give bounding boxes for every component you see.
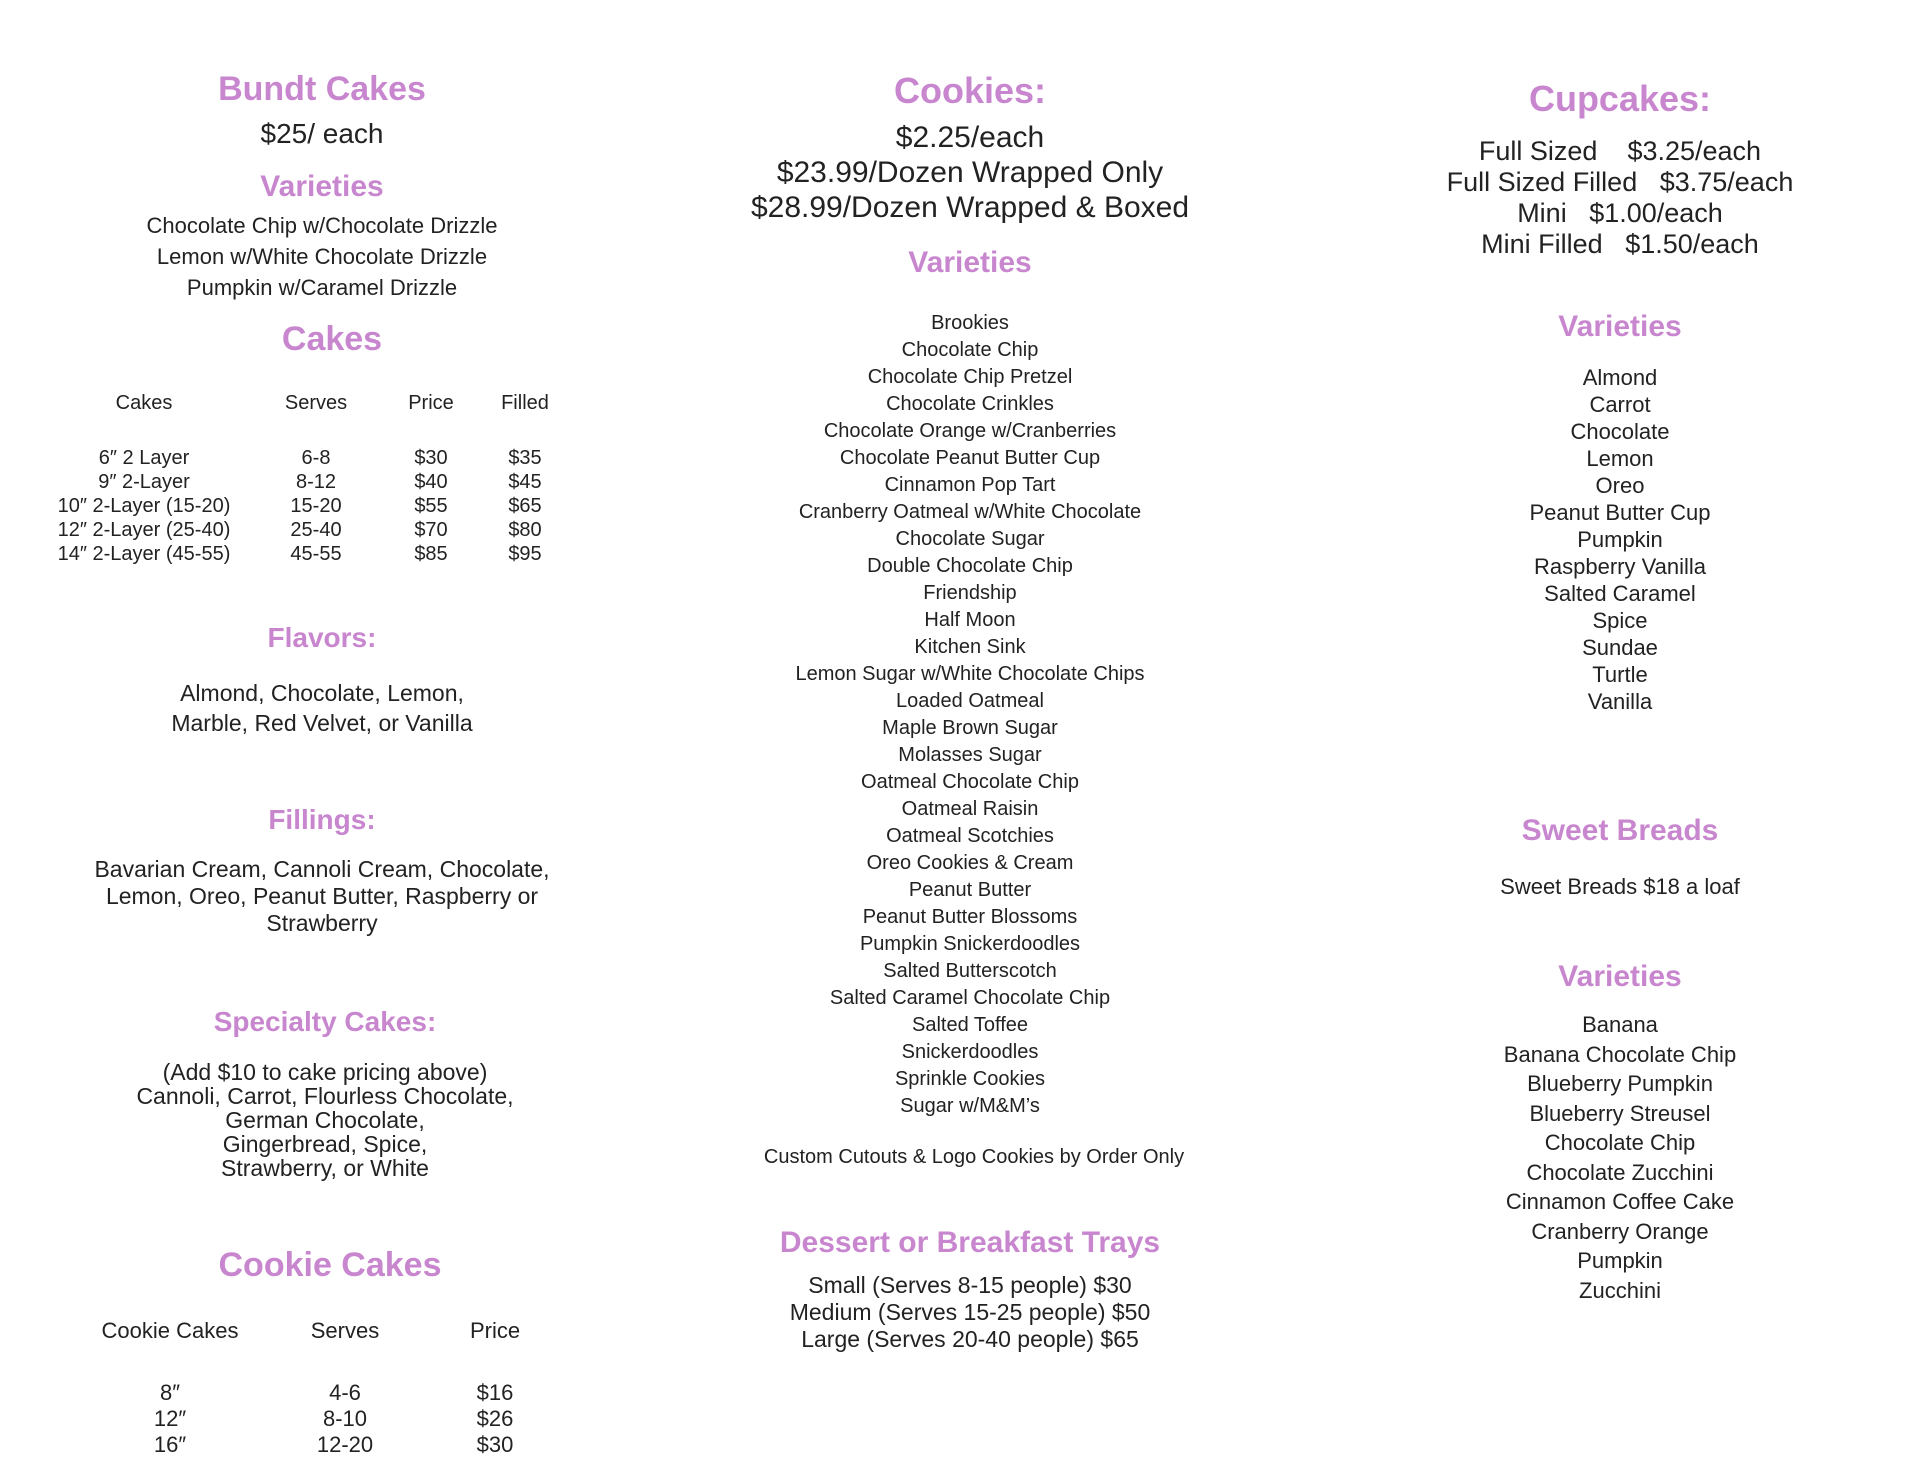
custom-cookies-note: Custom Cutouts & Logo Cookies by Order Only xyxy=(763,1146,1185,1168)
table-cell: 15-20 xyxy=(290,494,342,517)
list-item: Double Chocolate Chip xyxy=(867,555,1073,577)
cakes-title: Cakes xyxy=(281,320,383,358)
list-item: Turtle xyxy=(1592,662,1648,687)
list-item: Small (Serves 8-15 people) $30 xyxy=(808,1272,1132,1298)
specialty-cakes-title: Specialty Cakes: xyxy=(213,1006,437,1037)
table-cell: 8″ xyxy=(159,1380,181,1405)
table-row xyxy=(50,518,582,542)
price-line: $23.99/Dozen Wrapped Only xyxy=(776,156,1164,189)
table-cell: 8-10 xyxy=(322,1406,368,1431)
cookies-varieties-title: Varieties xyxy=(908,246,1032,279)
list-item: Peanut Butter xyxy=(908,879,1032,901)
price-line: Full Sized Filled $3.75/each xyxy=(1446,167,1794,197)
list-item: Salted Caramel Chocolate Chip xyxy=(829,987,1111,1009)
list-item: Oreo xyxy=(1595,473,1645,498)
list-item: Lemon w/White Chocolate Drizzle xyxy=(156,244,488,269)
list-item: Strawberry xyxy=(266,910,378,936)
cupcakes-varieties-list xyxy=(1340,364,1900,715)
list-item: Chocolate Chip xyxy=(901,339,1039,361)
table-cell: 12″ 2-Layer (25-40) xyxy=(57,518,231,541)
cupcakes-title: Cupcakes: xyxy=(1528,78,1712,119)
price-line: Mini Filled $1.50/each xyxy=(1481,229,1759,259)
cookie-cakes-table xyxy=(90,1316,550,1458)
table-cell: $40 xyxy=(414,470,448,493)
list-item: Loaded Oatmeal xyxy=(896,690,1044,712)
list-item: German Chocolate, xyxy=(225,1107,425,1133)
sweet-breads-varieties-title: Varieties xyxy=(1558,960,1682,993)
cupcakes-varieties-title: Varieties xyxy=(1558,310,1682,343)
list-item: Large (Serves 20-40 people) $65 xyxy=(801,1326,1139,1352)
list-item: Chocolate Peanut Butter Cup xyxy=(839,447,1101,469)
list-item: Salted Caramel xyxy=(1544,581,1696,606)
list-item: Brookies xyxy=(931,312,1009,334)
list-item: Medium (Serves 15-25 people) $50 xyxy=(789,1299,1151,1325)
flavors-list xyxy=(14,678,630,738)
cookie-cakes-title: Cookie Cakes xyxy=(218,1246,442,1284)
list-item: Blueberry Pumpkin xyxy=(1527,1071,1713,1096)
table-cell: $30 xyxy=(414,446,448,469)
list-item: Pumpkin w/Caramel Drizzle xyxy=(186,275,458,300)
list-item: Cannoli, Carrot, Flourless Chocolate, xyxy=(136,1083,514,1109)
table-cell: 25-40 xyxy=(290,518,342,541)
column-header: Serves xyxy=(310,1318,380,1343)
column-header: Cookie Cakes xyxy=(101,1318,239,1343)
table-cell: 16″ xyxy=(153,1432,187,1457)
price-line: Full Sized $3.25/each xyxy=(1478,136,1762,166)
list-item: Oatmeal Raisin xyxy=(901,798,1039,820)
list-item: Friendship xyxy=(923,582,1017,604)
list-item: Cinnamon Pop Tart xyxy=(884,474,1056,496)
list-item: Zucchini xyxy=(1579,1277,1661,1303)
list-item: Sugar w/M&M’s xyxy=(900,1095,1040,1117)
list-item: Molasses Sugar xyxy=(898,744,1042,766)
bundt-cakes-title: Bundt Cakes xyxy=(218,70,426,108)
table-cell: 12-20 xyxy=(316,1432,374,1457)
list-item: Cranberry Orange xyxy=(1531,1218,1709,1244)
list-item: Pumpkin xyxy=(1577,527,1663,552)
table-cell: 4-6 xyxy=(329,1380,361,1405)
table-cell: $16 xyxy=(476,1380,514,1405)
sweet-breads-varieties-list xyxy=(1340,1010,1900,1305)
list-item: Peanut Butter Blossoms xyxy=(862,906,1078,928)
list-item: Salted Toffee xyxy=(911,1014,1029,1036)
list-item: Banana Chocolate Chip xyxy=(1503,1041,1737,1067)
table-cell: $85 xyxy=(414,542,448,565)
trays-title: Dessert or Breakfast Trays xyxy=(779,1226,1161,1259)
table-row xyxy=(90,1380,550,1406)
list-item: Sprinkle Cookies xyxy=(894,1068,1046,1090)
cookies-prices xyxy=(690,120,1250,225)
list-item: Salted Butterscotch xyxy=(883,960,1057,982)
trays-list xyxy=(690,1272,1250,1353)
table-row xyxy=(50,542,582,566)
table-cell: $80 xyxy=(508,518,542,541)
list-item: Lemon, Oreo, Peanut Butter, Raspberry or xyxy=(105,883,539,909)
list-item: Chocolate Sugar xyxy=(895,528,1045,550)
flavors-title: Flavors: xyxy=(267,622,377,653)
specialty-cakes-list xyxy=(20,1060,630,1180)
list-item: Lemon xyxy=(1586,446,1654,471)
list-item: Almond xyxy=(1582,365,1658,390)
list-item: Raspberry Vanilla xyxy=(1533,554,1706,579)
table-cell: $30 xyxy=(476,1432,514,1457)
table-cell: $35 xyxy=(508,446,542,469)
bundt-varieties-list xyxy=(14,210,630,303)
table-row xyxy=(50,446,582,470)
list-item: Bavarian Cream, Cannoli Cream, Chocolate, xyxy=(94,856,550,882)
list-item: Lemon Sugar w/White Chocolate Chips xyxy=(795,663,1145,685)
list-item: Carrot xyxy=(1589,392,1651,417)
list-item: Spice xyxy=(1592,608,1648,633)
cookies-varieties-list xyxy=(690,310,1250,1120)
list-item: Chocolate Chip Pretzel xyxy=(867,366,1073,388)
table-cell: 12″ xyxy=(153,1406,187,1431)
price-line: Mini $1.00/each xyxy=(1517,198,1723,228)
bundt-varieties-title: Varieties xyxy=(260,170,384,203)
table-row xyxy=(90,1432,550,1458)
table-cell: 8-12 xyxy=(295,470,337,493)
list-item: Blueberry Streusel xyxy=(1529,1100,1711,1126)
table-cell: 10″ 2-Layer (15-20) xyxy=(57,494,231,517)
list-item: Vanilla xyxy=(1587,689,1653,714)
table-row xyxy=(90,1406,550,1432)
table-cell: $26 xyxy=(476,1406,514,1431)
column-header: Price xyxy=(408,391,454,414)
table-cell: $45 xyxy=(508,470,542,493)
cakes-table xyxy=(50,388,582,566)
list-item: Kitchen Sink xyxy=(914,636,1026,658)
list-item: Peanut Butter Cup xyxy=(1529,500,1711,525)
column-header: Filled xyxy=(501,391,549,414)
table-row xyxy=(50,470,582,494)
table-cell: 9″ 2-Layer xyxy=(98,470,190,493)
cookies-title: Cookies: xyxy=(893,70,1047,111)
cupcakes-prices xyxy=(1340,136,1900,260)
list-item: Oreo Cookies & Cream xyxy=(866,852,1074,874)
table-cell: 6-8 xyxy=(301,446,331,469)
list-item: Almond, Chocolate, Lemon, xyxy=(180,680,464,706)
column-header: Serves xyxy=(284,391,348,414)
list-item: Banana xyxy=(1582,1012,1658,1037)
table-row xyxy=(50,494,582,518)
price-line: $28.99/Dozen Wrapped & Boxed xyxy=(750,191,1190,224)
list-item: Chocolate Orange w/Cranberries xyxy=(823,420,1117,442)
table-header-row xyxy=(90,1316,550,1346)
list-item: Chocolate Zucchini xyxy=(1526,1159,1714,1185)
column-header: Price xyxy=(469,1318,521,1343)
list-item: Oatmeal Scotchies xyxy=(886,825,1054,847)
table-cell: $70 xyxy=(414,518,448,541)
bundt-cakes-price: $25/ each xyxy=(260,118,384,149)
list-item: Gingerbread, Spice, xyxy=(222,1131,428,1157)
table-cell: 6″ 2 Layer xyxy=(98,446,190,469)
list-item: (Add $10 to cake pricing above) xyxy=(162,1059,488,1085)
list-item: Chocolate xyxy=(1570,419,1670,444)
table-cell: $55 xyxy=(414,494,448,517)
list-item: Half Moon xyxy=(924,609,1016,631)
price-line: $2.25/each xyxy=(895,121,1045,154)
column-header: Cakes xyxy=(115,391,173,414)
list-item: Oatmeal Chocolate Chip xyxy=(861,771,1079,793)
sweet-breads-title: Sweet Breads xyxy=(1521,814,1719,847)
table-cell: 14″ 2-Layer (45-55) xyxy=(57,542,231,565)
list-item: Chocolate Crinkles xyxy=(886,393,1054,415)
sweet-breads-price: Sweet Breads $18 a loaf xyxy=(1500,874,1740,899)
table-cell: $65 xyxy=(508,494,542,517)
list-item: Chocolate Chip xyxy=(1544,1130,1696,1155)
list-item: Cranberry Oatmeal w/White Chocolate xyxy=(798,501,1142,523)
list-item: Sundae xyxy=(1582,635,1658,660)
list-item: Cinnamon Coffee Cake xyxy=(1505,1189,1735,1214)
table-cell: 45-55 xyxy=(290,542,342,565)
table-cell: $95 xyxy=(508,542,542,565)
list-item: Maple Brown Sugar xyxy=(882,717,1058,739)
fillings-list xyxy=(14,856,630,937)
list-item: Snickerdoodles xyxy=(901,1041,1039,1063)
list-item: Pumpkin xyxy=(1577,1248,1663,1273)
fillings-title: Fillings: xyxy=(268,804,376,835)
table-header-row xyxy=(50,388,582,418)
list-item: Pumpkin Snickerdoodles xyxy=(859,933,1081,955)
list-item: Chocolate Chip w/Chocolate Drizzle xyxy=(146,213,498,238)
list-item: Strawberry, or White xyxy=(221,1155,429,1181)
list-item: Marble, Red Velvet, or Vanilla xyxy=(171,710,473,736)
